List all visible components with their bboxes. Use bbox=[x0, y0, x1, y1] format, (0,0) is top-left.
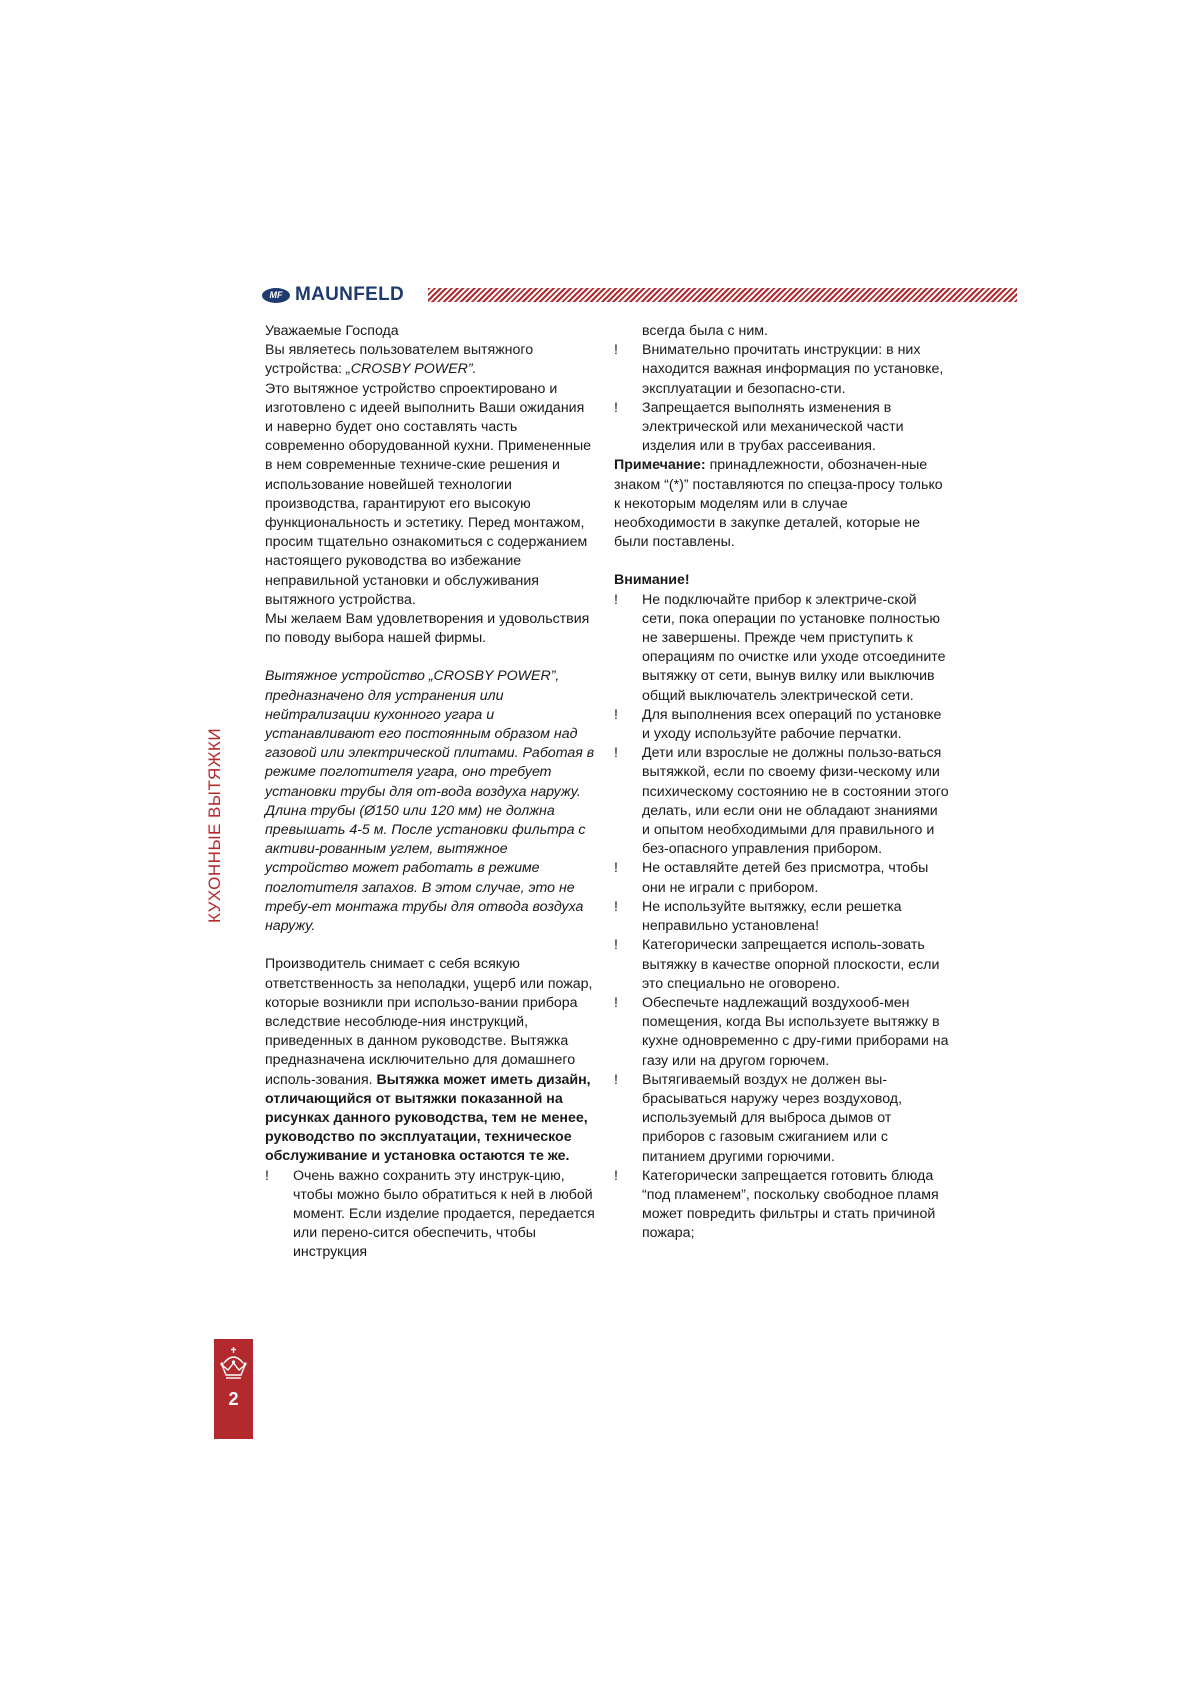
list-item bbox=[614, 399, 949, 457]
list-item-text: Категорически запрещается готовить блюда “под пламенем”, поскольку свободное пламя может повредить фильтры и стать причиной пожара; bbox=[642, 1167, 939, 1242]
list-item bbox=[614, 898, 949, 936]
continuation-text: всегда была с ним. bbox=[642, 323, 768, 339]
section-side-label: КУХОННЫЕ ВЫТЯЖКИ bbox=[205, 727, 224, 923]
warning-mark: ! bbox=[614, 591, 618, 608]
wish-paragraph: Мы желаем Вам удовлетворения и удовольствия по поводу выбора нашей фирмы. bbox=[265, 611, 590, 647]
list-item-text: Для выполнения всех операций по установке и уходу используйте рабочие перчатки. bbox=[642, 706, 942, 743]
list-item bbox=[614, 341, 949, 399]
list-item bbox=[614, 591, 949, 706]
warning-mark: ! bbox=[614, 1167, 618, 1184]
list-item bbox=[614, 859, 949, 897]
warning-mark: ! bbox=[265, 1167, 269, 1184]
warning-mark: ! bbox=[614, 898, 618, 915]
list-item-text: Категорически запрещается исполь-зовать вытяжку в качестве опорной плоскости, если это специально не оговорено. bbox=[642, 937, 940, 992]
warning-mark: ! bbox=[614, 994, 618, 1011]
intro-body: Это вытяжное устройство спроектировано и изготовлено с идеей выполнить Ваши ожидания и наверно будет оно составлять часть современно оборудованной кухни. Примененные в нем современные техниче-ские решения и использование новейшей технологии производства, гарантируют его высокую функциональность и эстетику. Перед монтажом, просим тщательно ознакомиться с содержанием настоящего руководства во избежание неправильной установки и обслуживания вытяжного устройства. bbox=[265, 380, 592, 608]
warning-mark: ! bbox=[614, 399, 618, 416]
list-item bbox=[614, 994, 949, 1071]
warning-mark: ! bbox=[614, 860, 618, 877]
list-item bbox=[614, 1167, 949, 1244]
warning-title: Внимание! bbox=[614, 572, 690, 589]
list-item-text: Внимательно прочитать инструкции: в них находится важная информация по установке, эксплуатации и безопасно-сти. bbox=[642, 342, 944, 397]
list-item-text: Не подключайте прибор к электриче-ской сети, пока операции по установке полностью не завершены. Прежде чем приступить к операциям по очистке или уходе отсоедините вытяжку от сети, вынув вилку или выключив общий выключатель электрической сети. bbox=[642, 591, 946, 704]
device-description: Вытяжное устройство „CROSBY POWER”, предназначено для устранения или нейтрализации кухонного угара и устанавливают его постоянным образом над газовой или электрической плитами. Работая в режиме поглотителя угара, оно требует установки трубы для от-вода воздуха наружу. Длина трубы (Ø150 или 120 мм) не должна превышать 4-5 м. После установки фильтра с активи-рованным углем, вытяжное устройство может работать в режиме поглотителя запахов. В этом случае, это не требу-ет монтажа трубы для отвода воздуха наружу. bbox=[265, 668, 595, 935]
greeting: Уважаемые Господа bbox=[265, 323, 399, 339]
liability-paragraph: Производитель снимает с себя всякую ответственность за неполадки, ущерб или пожар, которые возникли при использо-вании прибора вследствие несоблюде-ния инструкций, приведенных в данном руководстве. Вытяжка предназначена исключительно для домашнего исполь-зования. Вытяжка может иметь дизайн, отличающийся от вытяжки показанной на рисунках данного руководства, тем не менее, руководство по эксплуатации, техническое обслуживание и установка остаются те же. bbox=[265, 956, 593, 1165]
list-item-text: Запрещается выполнять изменения в электрической или механической части изделия или в трубах рассеивания. bbox=[642, 399, 904, 455]
list-item-text: Не оставляйте детей без присмотра, чтобы они не играли с прибором. bbox=[642, 860, 929, 896]
note-label: Примечание: bbox=[614, 457, 706, 474]
list-item-text: Дети или взрослые не должны пользо-ваться вытяжкой, если по своему физи-ческому или психическому состоянию не в состоянии этого делать, или если они не обладают знаниями и опытом необходимыми для правильного и без-опасного управления прибором. bbox=[642, 745, 949, 858]
warning-mark: ! bbox=[614, 706, 618, 723]
list-item-text: Вытягиваемый воздух не должен вы-брасываться наружу через воздуховод, используемый для выброса дымов от приборов с газовым сжиганием или с питанием другими горючими. bbox=[642, 1071, 903, 1165]
page-number: 2 bbox=[228, 1389, 239, 1409]
warning-mark: ! bbox=[614, 342, 618, 359]
right-column bbox=[614, 322, 949, 1244]
crown-icon bbox=[218, 1345, 249, 1385]
left-column bbox=[265, 322, 595, 1263]
note-paragraph: Примечание: принадлежности, обозначен-ные знаком “(*)” поставляются по спецза-просу только к некоторым моделям или в случае необходимости в закупке деталей, которые не были поставлены. bbox=[614, 457, 943, 551]
list-item bbox=[614, 1071, 949, 1167]
list-item: ! Очень важно сохранить эту инструк-цию, чтобы можно было обратиться к ней в любой момент. Если изделие продается, передается или перено-сится обеспечить, чтобы инструкция bbox=[265, 1167, 595, 1263]
list-item bbox=[614, 936, 949, 994]
list-item-text: Не используйте вытяжку, если решетка неправильно установлена! bbox=[642, 898, 902, 935]
brand-name: MAUNFELD bbox=[295, 284, 404, 305]
brand-logo bbox=[262, 284, 404, 306]
page-number-tab bbox=[214, 1339, 253, 1439]
brand-mark-icon: MF bbox=[262, 288, 290, 303]
header-hatched-stripe bbox=[428, 288, 1017, 302]
intro-paragraph: Вы являетесь пользователем вытяжного устройства: „CROSBY POWER”. bbox=[265, 342, 534, 378]
warning-mark: ! bbox=[614, 1071, 618, 1088]
model-name: „CROSBY POWER”. bbox=[345, 361, 477, 378]
list-item-text: Обеспечьте надлежащий воздухооб-мен помещения, когда Вы используете вытяжку в кухне одновременно с дру-гими приборами на газу или на другом горючем. bbox=[642, 994, 949, 1069]
list-item bbox=[614, 706, 949, 744]
warning-mark: ! bbox=[614, 745, 618, 762]
warning-mark: ! bbox=[614, 937, 618, 954]
liability-bold: Вытяжка может иметь дизайн, отличающийся от вытяжки показанной на рисунках данного руководства, тем не менее, руководство по эксплуатации, техническое обслуживание и установка остаются те же. bbox=[265, 1071, 591, 1165]
list-item bbox=[614, 744, 949, 859]
